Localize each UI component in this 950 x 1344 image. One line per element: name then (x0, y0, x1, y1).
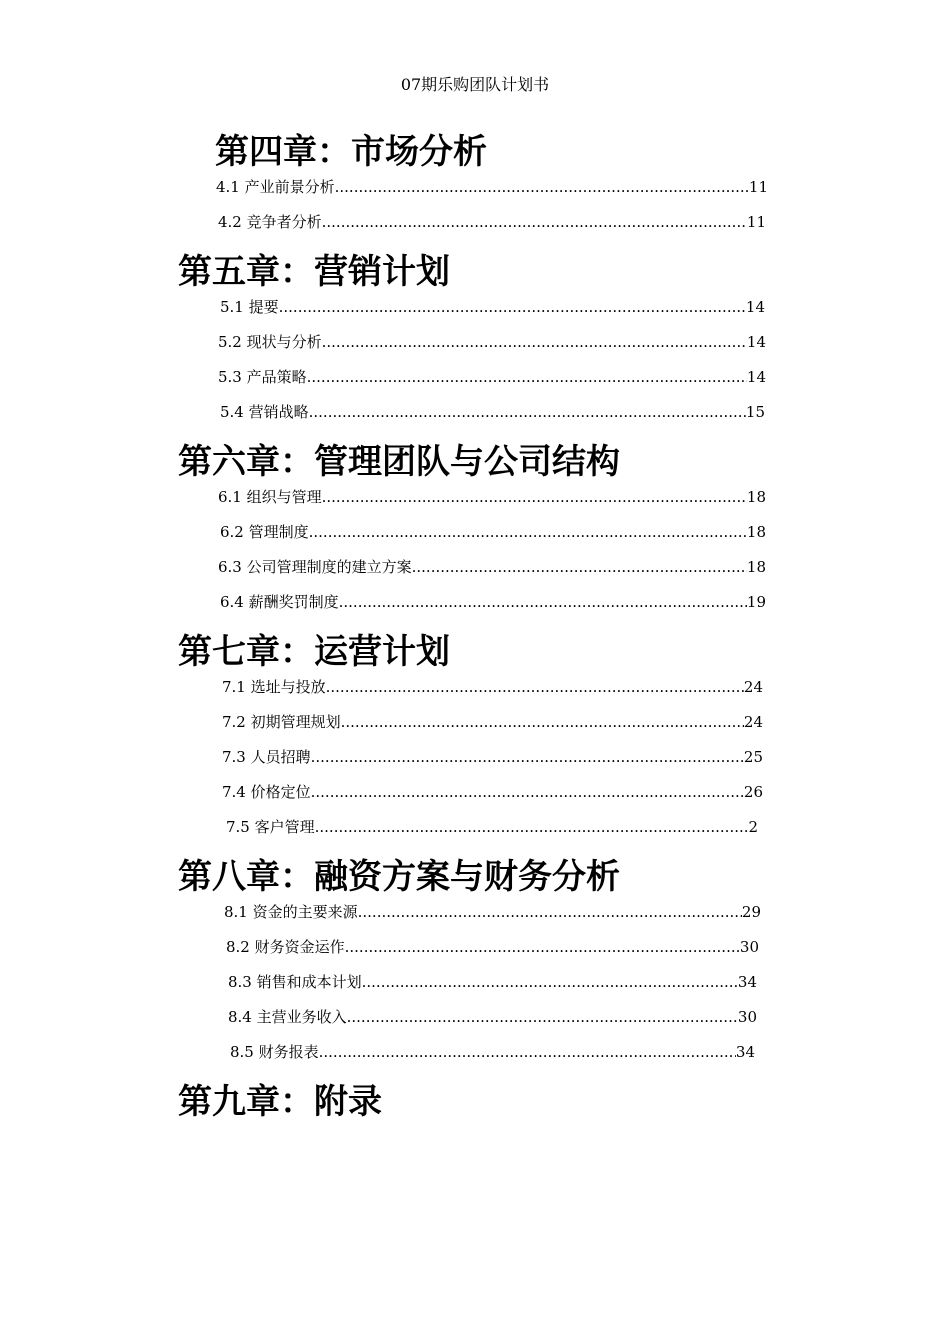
dot-leader (279, 297, 746, 317)
dot-leader (412, 557, 747, 577)
dot-leader (322, 487, 747, 507)
toc-entry-label: 8.2 财务资金运作 (226, 938, 345, 956)
toc-entry-label: 6.2 管理制度 (220, 523, 309, 541)
toc-entry-5-3[interactable] (218, 367, 766, 387)
dot-leader (341, 712, 744, 732)
toc-entry-6-2[interactable] (220, 522, 766, 542)
dot-leader (322, 212, 747, 232)
toc-entry-label: 5.1 提要 (220, 298, 279, 316)
toc-entry-8-2[interactable] (226, 937, 759, 957)
dot-leader (311, 747, 744, 767)
toc-entry-5-1[interactable] (220, 297, 765, 317)
toc-entry-label: 8.4 主营业务收入 (228, 1008, 347, 1026)
chapter-4-title: 第四章：市场分析 (215, 132, 487, 172)
toc-entry-label: 7.5 客户管理 (226, 818, 315, 836)
dot-leader (311, 782, 744, 802)
dot-leader (307, 367, 747, 387)
dot-leader (362, 972, 738, 992)
toc-entry-5-2[interactable] (218, 332, 766, 352)
dot-leader (315, 817, 749, 837)
dot-leader (326, 677, 744, 697)
toc-entry-4-2[interactable] (218, 212, 766, 232)
toc-entry-page: 25 (743, 748, 763, 766)
dot-leader (347, 1007, 738, 1027)
chapter-8-title: 第八章：融资方案与财务分析 (178, 857, 620, 897)
toc-entry-7-3[interactable] (222, 747, 763, 767)
toc-entry-page: 14 (746, 333, 766, 351)
dot-leader (309, 402, 746, 422)
toc-entry-page: 18 (746, 488, 766, 506)
toc-entry-8-3[interactable] (228, 972, 757, 992)
dot-leader (339, 592, 747, 612)
toc-entry-6-4[interactable] (220, 592, 766, 612)
toc-entry-label: 8.5 财务报表 (230, 1043, 319, 1061)
toc-entry-4-1[interactable] (216, 177, 768, 197)
toc-entry-label: 6.1 组织与管理 (218, 488, 322, 506)
toc-entry-label: 8.3 销售和成本计划 (228, 973, 362, 991)
toc-entry-label: 5.3 产品策略 (218, 368, 307, 386)
toc-entry-page: 30 (737, 1008, 757, 1026)
toc-entry-page: 11 (748, 178, 768, 196)
toc-entry-page: 34 (737, 973, 757, 991)
toc-entry-page: 14 (746, 368, 766, 386)
toc-entry-7-4[interactable] (222, 782, 763, 802)
toc-entry-page: 15 (745, 403, 765, 421)
chapter-7-title: 第七章：运营计划 (178, 632, 450, 672)
toc-entry-label: 6.4 薪酬奖罚制度 (220, 593, 339, 611)
toc-entry-label: 7.1 选址与投放 (222, 678, 326, 696)
toc-entry-label: 7.2 初期管理规划 (222, 713, 341, 731)
toc-entry-label: 4.2 竞争者分析 (218, 213, 322, 231)
toc-entry-page: 24 (743, 678, 763, 696)
toc-entry-page: 26 (743, 783, 763, 801)
dot-leader (358, 902, 742, 922)
toc-entry-label: 6.3 公司管理制度的建立方案 (218, 558, 412, 576)
toc-entry-page: 24 (743, 713, 763, 731)
toc-entry-page: 18 (746, 558, 766, 576)
toc-entry-7-1[interactable] (222, 677, 763, 697)
toc-entry-label: 7.4 价格定位 (222, 783, 311, 801)
toc-entry-page: 34 (735, 1043, 755, 1061)
dot-leader (335, 177, 749, 197)
toc-entry-page: 30 (739, 938, 759, 956)
toc-entry-6-3[interactable] (218, 557, 766, 577)
chapter-5-title: 第五章：营销计划 (178, 252, 450, 292)
toc-entry-label: 5.2 现状与分析 (218, 333, 322, 351)
toc-entry-6-1[interactable] (218, 487, 766, 507)
toc-entry-label: 4.1 产业前景分析 (216, 178, 335, 196)
toc-entry-8-4[interactable] (228, 1007, 757, 1027)
toc-entry-label: 7.3 人员招聘 (222, 748, 311, 766)
toc-entry-8-5[interactable] (230, 1042, 755, 1062)
toc-entry-page: 11 (746, 213, 766, 231)
dot-leader (345, 937, 740, 957)
page-header: 07期乐购团队计划书 (400, 75, 550, 94)
toc-entry-5-4[interactable] (220, 402, 765, 422)
toc-entry-7-2[interactable] (222, 712, 763, 732)
toc-entry-7-5[interactable] (226, 817, 758, 837)
dot-leader (309, 522, 747, 542)
chapter-9-title: 第九章：附录 (178, 1082, 382, 1122)
toc-entry-page: 19 (746, 593, 766, 611)
toc-entry-label: 8.1 资金的主要来源 (224, 903, 358, 921)
chapter-6-title: 第六章：管理团队与公司结构 (178, 442, 620, 482)
dot-leader (319, 1042, 736, 1062)
toc-entry-page: 18 (746, 523, 766, 541)
toc-entry-label: 5.4 营销战略 (220, 403, 309, 421)
toc-entry-8-1[interactable] (224, 902, 761, 922)
dot-leader (322, 332, 747, 352)
toc-entry-page: 14 (745, 298, 765, 316)
toc-entry-page: 29 (741, 903, 761, 921)
toc-entry-page: 2 (748, 818, 758, 836)
